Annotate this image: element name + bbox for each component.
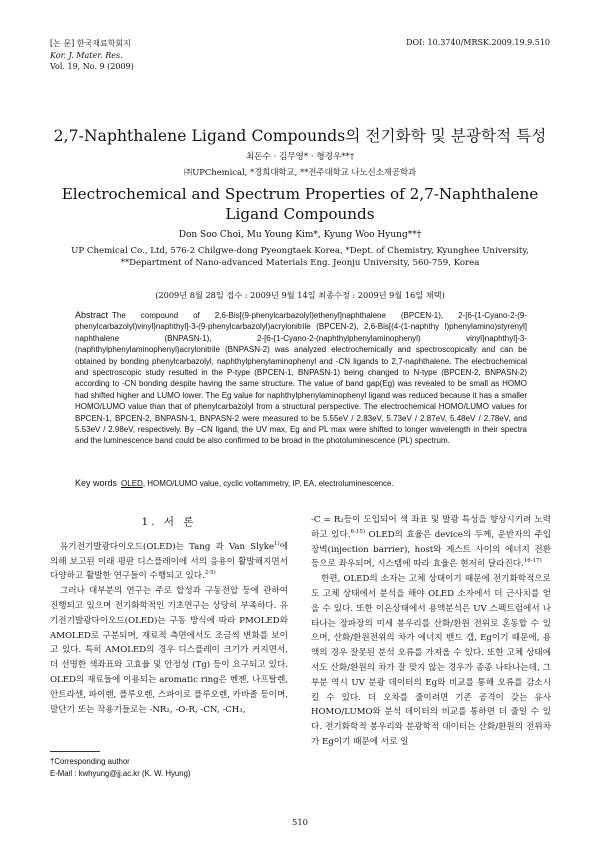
intro-paragraph-2: 그러나 대부분의 연구는 주로 합성과 구동전압 등에 관하여 진행되고 있으며 전기화학적인 기초연구는 상당히 부족하다. 유기전기발광다이오드(OLED)는 구동 방식에 따라 PMOLED와 AMOLED로 구분되며, 재료적 측면에서도 조금씩 변화를 보이고 있다. 특히 AMOLED의 경우 디스플레이 크기가 커지면서, 더 선명한 색좌표와 고효율 및 안정성 (Tg) 등이 요구되고 있다. OLED의 재료들에 이용되는 aromatic ring은 벤젠, 나프탈렌, 안트라센, 파이렌, 플루오렌, 스파이로 플루오렌, 카바졸 등이며, 말단기 또는 작용기들로는 -NR₂, -O-R, -CN, -CH₃, — [50, 586, 288, 715]
authors-korean: 최돈수 · 김무영* · 형경우**† — [245, 152, 355, 162]
author-email[interactable]: E-Mail : kwhyung@jj.ac.kr (K. W. Hyung) — [50, 769, 191, 778]
abstract — [75, 310, 527, 447]
corresponding-author: †Corresponding author — [50, 757, 130, 766]
keywords — [75, 478, 527, 488]
abstract-text: The compound of 2,6-Bis[(9-phenylcarbazolyl)ethenyl]naphthalene (BPCEN-1), 2-[6-{1-Cyano-2-(9-phenylcarbazolyl)vinyl}naphthyl]-3-(9-phenylcarbazolyl)acrylonitrile (BPCEN-2), 2,6-Bis[(4-(1-naphthy l)phenylamino)styrenyl] naphthalene (BNPASN-1), 2-[6-{1-Cyano-2-(naphthylphenylaminophenyl) vinyl}naphthyl]-3-(naphthylphenylaminophenyl)acrylonitrile (BNPASN-2) was analyzed electrochemically and spectroscopically and can be obtained by bonding phenylcarbazolyl, naphthylphenylaminophenyl and -CN ligands to 2,7-naphthalene. The electrochemical and spectroscopic study resulted in the P-type (BPCEN-1, BNPASN-1) being changed to N-type (BPCEN-2, BNPASN-2) according to -CN bonding despite having the same structure. The value of band gap(Eg) was revealed to be small as HOMO had shifted higher and LUMO lower. The Eg value for naphthylphenylaminophenyl ligand was reduced because it has a smaller HOMO/LUMO value than that of phenylcarbazolyl from a structural perspective. The electrochemical HOMO/LUMO values for BPCEN-1, BPCEN-2, BNPASN-1, BNPASN-2 were measured to be 5.55eV / 2.83eV, 5.73eV / 2.87eV, 5.48eV / 2.78eV, and 5.53eV / 2.98eV, respectively. By –CN ligand, the UV max, Eg and PL max were shifted to longer wavelength in their spectra and the luminescence band could be also confirmed to be broad in the photoluminescence (PL) spectrum. — [75, 311, 527, 446]
footnote — [50, 756, 191, 780]
affiliation-line-1: UP Chemical Co., Ltd, 576-2 Chilgwe-dong Pyeongtaek Korea, *Dept. of Chemistry, Kyunghee University, — [71, 246, 529, 256]
journal-volume: Vol. 19, No. 9 (2009) — [50, 62, 134, 71]
footnote-divider — [50, 751, 100, 752]
keyword-oled-link[interactable]: OLED — [121, 479, 143, 488]
title-korean: 2,7-Naphthalene Ligand Compounds의 전기화학 및 분광학적 특성 — [53, 127, 547, 145]
intro-p1-start: 유기전기발광다이오드(OLED)는 Tang 과 Van Slyke — [60, 541, 275, 552]
title-english: Electrochemical and Spectrum Properties of 2,7-Naphthalene Ligand Compounds — [61, 185, 539, 223]
keywords-rest: , HOMO/LUMO value, cyclic voltammetry, IP, EA, electroluminescence. — [142, 479, 394, 488]
doi[interactable]: DOI: 10.3740/MRSK.2009.19.9.510 — [406, 38, 550, 47]
intro-p1-cont: 에 의해 보고된 이래 평판 디스플레이에 서의 응용이 활발해지면서 다양하고 활발한 연구들이 수행되고 있다. — [50, 541, 288, 582]
intro-paragraph-3 — [311, 513, 551, 572]
journal-header — [50, 38, 134, 73]
right-column — [311, 513, 551, 750]
authors-english: Don Soo Choi, Mu Young Kim*, Kyung Woo Hyung**† — [178, 230, 422, 240]
intro-paragraph-4: 한편, OLED의 소자는 고체 상태이기 때문에 전기화학적으로도 고체 상태에서 분석을 해야 OLED 소자에서 더 근사치를 얻을 수 있다. 또한 이온상태에서 용액분석은 UV 스펙트럼에서 나타나는 장파장의 미세 봉우리를 산화/환원 전위로 혼동할 수 있으며, 산화/환원전위의 차가 에너지 밴드 갭, Eg이기 때문에, 용액의 경우 잘못된 분석 오류를 가져올 수 있다. 또한 고체 상태에서도 산화/환원의 차가 잘 맞지 않는 경우가 종종 나타나는데, 그 부분 역시 UV 분광 데이터의 Eg와 비교를 통해 오류를 감소시킬 수 있다. 더 오차를 줄이려면 기존 공격이 갖는 유사 HOMO/LUMO와 분석 데이터의 비교를 통하면 더 줄일 수 있다. 전기화학적 봉우리와 분광학적 데이터는 산화/환원의 전위차가 Eg이기 때문에 서로 일 — [311, 574, 551, 747]
section-title: 1. 서 론 — [141, 516, 197, 528]
citation-ref: 2-5) — [204, 570, 216, 577]
citation-ref: 16-17) — [523, 558, 542, 565]
journal-name-en: Kor. J. Mater. Res. — [50, 50, 123, 60]
abstract-label: Abstract — [75, 310, 109, 320]
affiliation-line-2: **Department of Nano-advanced Materials Eng. Jeonju University, 560-759, Korea — [120, 258, 480, 268]
left-column — [50, 515, 288, 717]
affiliation-english — [60, 245, 540, 269]
intro-paragraph-1 — [50, 540, 288, 584]
page-number: 510 — [292, 817, 308, 827]
citation-ref: 1) — [274, 540, 280, 547]
citation-ref: 6-15) — [350, 528, 366, 535]
journal-name-ko: [논 문] 한국재료학회지 — [50, 39, 131, 48]
received-dates: (2009년 8월 28일 접수 : 2009년 9월 14일 최종수정 : 2009년 9월 16일 채택) — [155, 290, 445, 300]
keywords-label: Key words — [75, 478, 118, 488]
intro-p3-cont: OLED의 효율은 device의 두께, 운반자의 주입장벽(injection barrier), host와 게스트 사이의 에너지 전환 등으로 좌우되며, 시스템에 따라 효율은 현저히 달라진다. — [311, 529, 551, 570]
intro-p3-start: -C = R₂등이 도입되어 색 좌표 및 발광 특성을 향상시키려 노력하고 있다. — [311, 515, 551, 540]
affiliation-korean: ㈜UPChemical, *경희대학교, **전주대학교 나노신소재공학과 — [183, 167, 417, 177]
